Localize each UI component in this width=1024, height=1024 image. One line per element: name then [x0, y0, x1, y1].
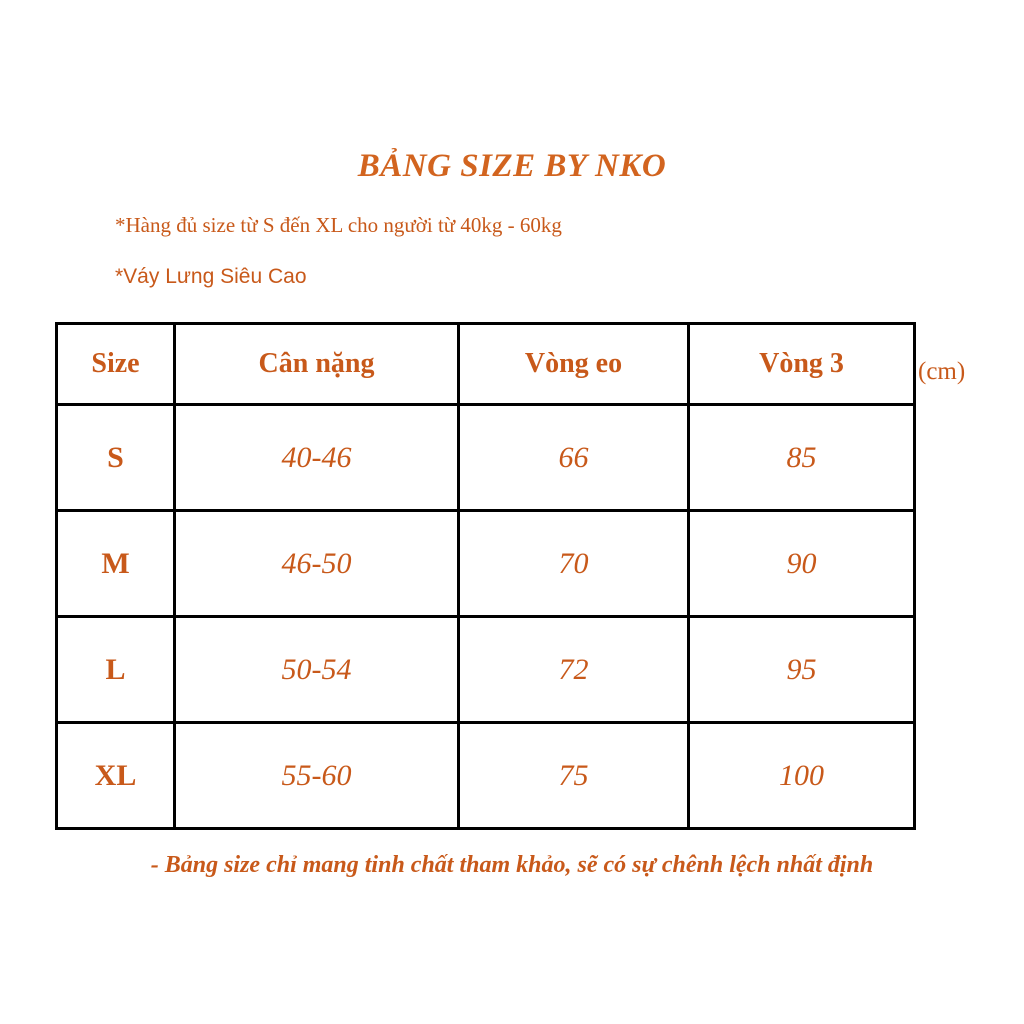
- unit-label: (cm): [918, 358, 966, 385]
- column-header-size: Size: [57, 324, 175, 405]
- table-row: [57, 617, 915, 723]
- note-product-type: *Váy Lưng Siêu Cao: [115, 265, 307, 288]
- cell-waist: 75: [459, 723, 689, 829]
- cell-weight: 40-46: [175, 405, 459, 511]
- cell-size: S: [57, 405, 175, 511]
- page-title: BẢNG SIZE BY NKO: [357, 148, 667, 184]
- cell-size: L: [57, 617, 175, 723]
- note-size-range: *Hàng đủ size từ S đến XL cho người từ 40kg - 60kg: [115, 213, 562, 237]
- column-header-hip: Vòng 3: [689, 324, 915, 405]
- cell-waist: 66: [459, 405, 689, 511]
- cell-weight: 46-50: [175, 511, 459, 617]
- column-header-weight: Cân nặng: [175, 324, 459, 405]
- table-body: [57, 405, 915, 829]
- cell-hip: 90: [689, 511, 915, 617]
- table-row: [57, 723, 915, 829]
- cell-weight: 50-54: [175, 617, 459, 723]
- table-row: [57, 511, 915, 617]
- cell-hip: 100: [689, 723, 915, 829]
- cell-waist: 70: [459, 511, 689, 617]
- table-header-row: [57, 324, 915, 405]
- cell-size: XL: [57, 723, 175, 829]
- table-header: [57, 324, 915, 405]
- cell-waist: 72: [459, 617, 689, 723]
- size-table: [55, 322, 916, 830]
- table-row: [57, 405, 915, 511]
- cell-hip: 85: [689, 405, 915, 511]
- column-header-waist: Vòng eo: [459, 324, 689, 405]
- cell-size: M: [57, 511, 175, 617]
- cell-weight: 55-60: [175, 723, 459, 829]
- cell-hip: 95: [689, 617, 915, 723]
- size-table-wrapper: [55, 322, 913, 812]
- footnote-disclaimer: - Bảng size chỉ mang tinh chất tham khảo, sẽ có sự chênh lệch nhất định: [150, 852, 874, 878]
